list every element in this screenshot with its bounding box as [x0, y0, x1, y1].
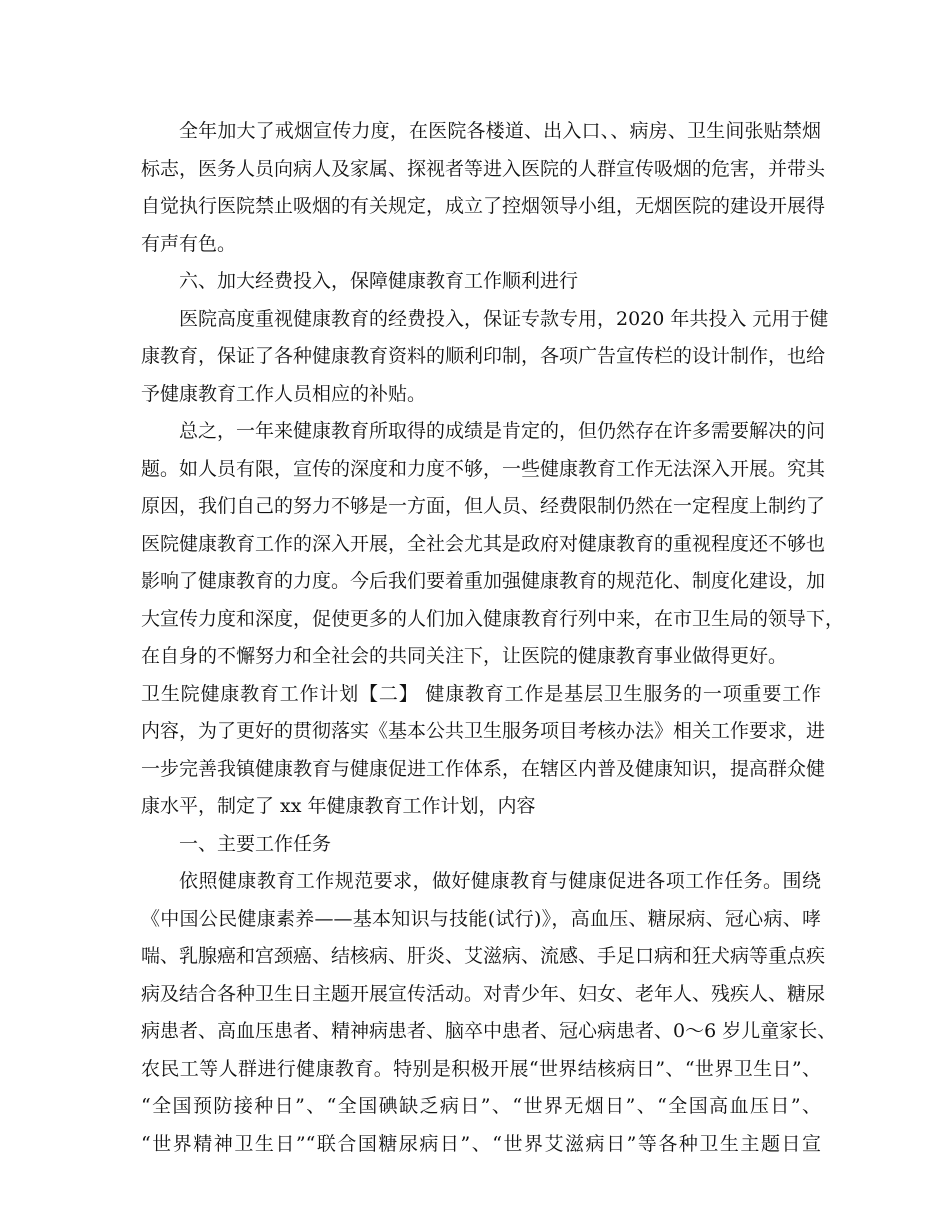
paragraph-line: “全国预防接种日”、“全国碘缺乏病日”、“世界无烟日”、“全国高血压日”、: [141, 1095, 821, 1117]
paragraph-line: “世界精神卫生日”“联合国糖尿病日”、“世界艾滋病日”等各种卫生主题日宣: [141, 1133, 821, 1155]
paragraph-line: 影响了健康教育的力度。今后我们要着重加强健康教育的规范化、制度化建设，加: [141, 570, 826, 592]
section-heading: 六、加大经费投入，保障健康教育工作顺利进行: [179, 270, 579, 292]
paragraph-line: 病及结合各种卫生日主题开展宣传活动。对青少年、妇女、老年人、残疾人、糖尿: [141, 983, 826, 1005]
paragraph-line: 医院健康教育工作的深入开展，全社会尤其是政府对健康教育的重视程度还不够也: [141, 533, 826, 555]
paragraph-line: 病患者、高血压患者、精神病患者、脑卒中患者、冠心病患者、0～6 岁儿童家长、: [141, 1020, 837, 1042]
paragraph-line: 《中国公民健康素养——基本知识与技能(试行)》，高血压、糖尿病、冠心病、哮: [141, 908, 821, 930]
paragraph-line: 康教育，保证了各种健康教育资料的顺利印制，各项广告宣传栏的设计制作，也给: [141, 345, 826, 367]
paragraph-line: 总之，一年来健康教育所取得的成绩是肯定的，但仍然存在许多需要解决的问: [179, 420, 826, 442]
paragraph-line: 内容，为了更好的贯彻落实《基本公共卫生服务项目考核办法》相关工作要求，进: [141, 720, 826, 742]
paragraph-line: 自觉执行医院禁止吸烟的有关规定，成立了控烟领导小组，无烟医院的建设开展得: [141, 195, 826, 217]
paragraph-line: 农民工等人群进行健康教育。特别是积极开展“世界结核病日”、“世界卫生日”、: [141, 1058, 821, 1080]
paragraph-line: 有声有色。: [141, 233, 237, 255]
paragraph-line: 康水平，制定了 xx 年健康教育工作计划，内容: [141, 795, 536, 817]
paragraph-line: 在自身的不懈努力和全社会的共同关注下，让医院的健康教育事业做得更好。: [141, 645, 788, 667]
paragraph-line: 依照健康教育工作规范要求，做好健康教育与健康促进各项工作任务。围绕: [179, 870, 821, 892]
paragraph-line: 医院高度重视健康教育的经费投入，保证专款专用，2020 年共投入 元用于健: [179, 308, 829, 330]
paragraph-line: 标志，医务人员向病人及家属、探视者等进入医院的人群宣传吸烟的危害，并带头: [141, 158, 826, 180]
paragraph-line: 全年加大了戒烟宣传力度，在医院各楼道、出入口、、病房、卫生间张贴禁烟: [179, 120, 821, 142]
paragraph-line: 予健康教育工作人员相应的补贴。: [141, 383, 427, 405]
paragraph-line: 题。如人员有限，宣传的深度和力度不够，一些健康教育工作无法深入开展。究其: [141, 458, 826, 480]
section-heading: 一、主要工作任务: [179, 833, 332, 855]
paragraph-line: 一步完善我镇健康教育与健康促进工作体系，在辖区内普及健康知识，提高群众健: [141, 758, 826, 780]
paragraph-line: 喘、乳腺癌和宫颈癌、结核病、肝炎、艾滋病、流感、手足口病和狂犬病等重点疾: [141, 945, 826, 967]
paragraph-line: 大宣传力度和深度，促使更多的人们加入健康教育行列中来，在市卫生局的领导下，: [141, 608, 845, 630]
paragraph-line: 原因，我们自己的努力不够是一方面，但人员、经费限制仍然在一定程度上制约了: [141, 495, 826, 517]
plan-title-line: 卫生院健康教育工作计划【二】 健康教育工作是基层卫生服务的一项重要工作: [141, 683, 821, 705]
